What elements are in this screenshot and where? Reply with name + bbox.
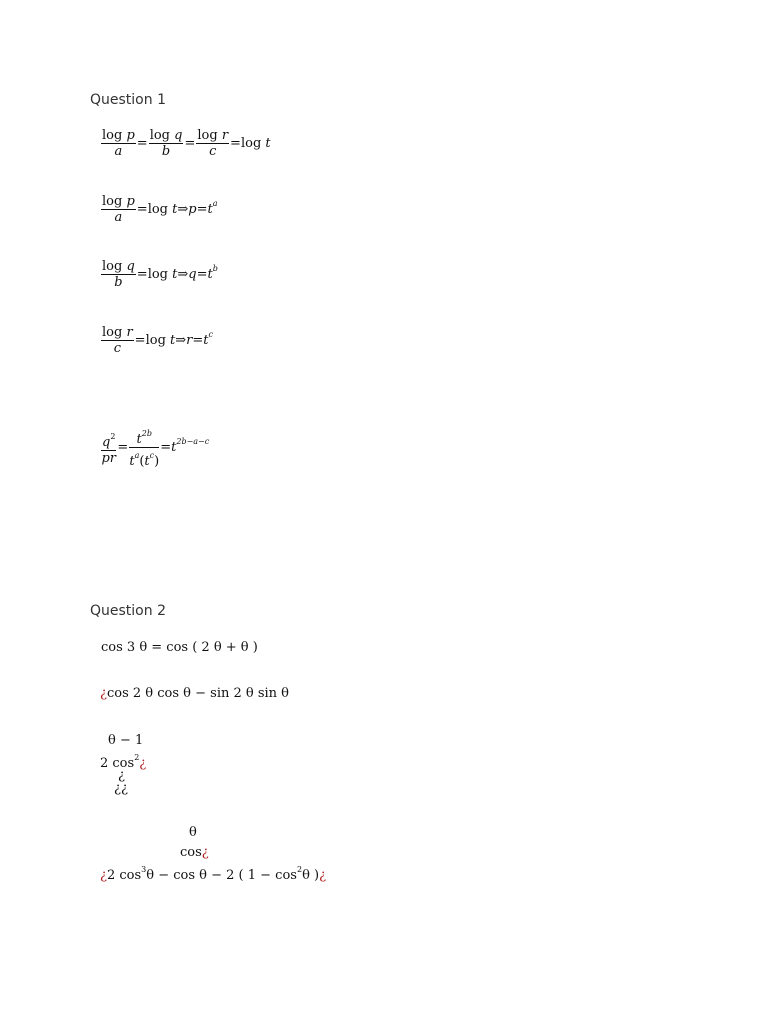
q1-eq-2: $\frac{\text{log p}}{a}$ =log $t\Rightarrow p=t^a$ xyxy=(102,194,218,225)
q1-eq-1: $\frac{\text{log p}}{a}$ = $\frac{\text{log q}}{b}$ = $\frac{\text{log r}}{c}$ =log t xyxy=(102,128,271,159)
q2-eq-3-top: θ − 1 xyxy=(108,733,144,748)
q2-eq-4-bot: ¿2 $\cos^3\theta - \cos \theta - 2$ ( $1 - \cos^2\theta$ )¿ xyxy=(100,865,327,883)
q1-eq-3: $\frac{\text{log q}}{b}$ =log $t\Rightarrow q=t^b$ xyxy=(102,259,218,290)
q2-eq-1: cos 3 θ = cos ( 2 θ + θ ) xyxy=(101,640,258,655)
question-1-heading: Question 1 xyxy=(90,92,166,108)
q2-eq-4-mid: cos¿ xyxy=(180,845,209,860)
q2-eq-3-garble-2: ¿¿ xyxy=(114,781,128,796)
q1-eq-5: $\frac{q^2}{pr}$ = $\frac{t^{2b}}{t^a(t^c)}$ $=t^{2b-a-c}$ xyxy=(100,426,209,469)
frac-logr-c: $\frac{\text{log r}}{c}$ xyxy=(197,128,229,159)
q2-eq-3-mid: 2 $\cos^2¿$ xyxy=(100,753,147,771)
question-2-heading: Question 2 xyxy=(90,603,166,619)
q1-eq-4: $\frac{\text{log r}}{c}$ =log $t\Rightarrow r=t^c$ xyxy=(102,325,214,356)
frac-logp-a: $\frac{\text{log p}}{a}$ xyxy=(102,128,135,159)
q2-eq-2: ¿cos 2 θ cos θ − sin 2 θ sin θ xyxy=(100,686,290,701)
q2-eq-3-garble-1: ¿ xyxy=(118,768,125,783)
q2-eq-4-top: θ xyxy=(189,825,197,840)
frac-logq-b: $\frac{\text{log q}}{b}$ xyxy=(149,128,183,159)
